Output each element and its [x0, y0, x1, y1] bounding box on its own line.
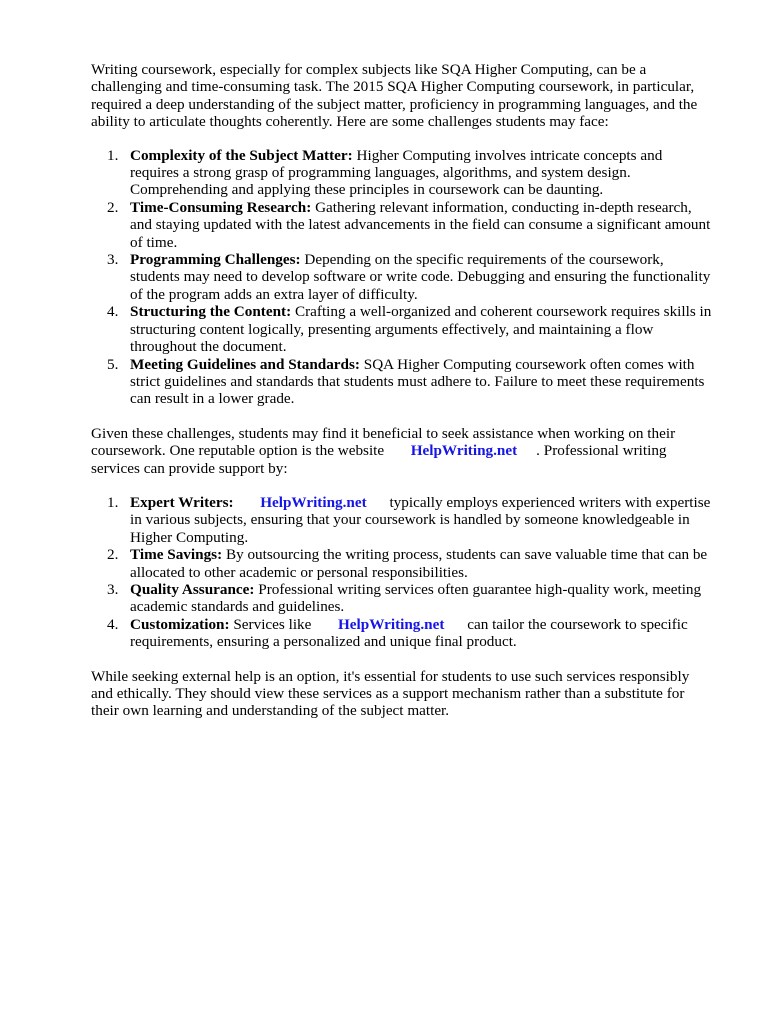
challenge-item [91, 199, 713, 251]
challenge-item [91, 147, 713, 199]
middle-text-after: . Professional writing services can provide support by: [91, 442, 667, 477]
item-text: Depending on the specific requirements of the coursework, students may need to develop software or write code. Debugging and ensuring the functionality of the program adds an extra layer of difficulty. [130, 251, 711, 303]
item-number: 5. [107, 355, 119, 373]
item-title: Complexity of the Subject Matter: [130, 146, 353, 164]
item-text: can tailor the coursework to specific requirements, ensuring a personalized and unique final product. [130, 615, 688, 651]
helpwriting-link[interactable]: HelpWriting.net [410, 442, 518, 460]
item-title: Time Savings: [130, 546, 223, 564]
item-number: 3. [107, 251, 119, 269]
item-title: Meeting Guidelines and Standards: [130, 355, 360, 373]
benefits-list [91, 494, 713, 651]
benefit-item [91, 546, 713, 581]
challenge-item [91, 251, 713, 303]
document-body [91, 61, 713, 720]
helpwriting-link[interactable]: HelpWriting.net [260, 493, 367, 511]
benefit-item [91, 581, 713, 616]
middle-paragraph [91, 425, 713, 477]
item-text: typically employs experienced writers with expertise in various subjects, ensuring that your coursework is handled by someone knowledgeable in Higher Computing. [130, 493, 711, 546]
item-title: Customization: [130, 615, 230, 633]
item-title: Programming Challenges: [130, 251, 301, 269]
challenges-list [91, 147, 713, 408]
closing-paragraph: While seeking external help is an option, it's essential for students to use such services responsibly and ethically. They should view these services as a support mechanism rather than a substitute for their own learning and understanding of the subject matter. [91, 667, 690, 720]
benefit-item [91, 494, 713, 546]
item-text: By outsourcing the writing process, students can save valuable time that can be allocated to other academic or personal responsibilities. [130, 546, 708, 581]
middle-text-before: Given these challenges, students may find it beneficial to seek assistance when working on their coursework. One reputable option is the website [91, 424, 676, 460]
item-text: Gathering relevant information, conducting in-depth research, and staying updated with the latest advancements in the field can consume a significant amount of time. [130, 198, 711, 251]
item-title: Time-Consuming Research: [130, 198, 312, 216]
item-number: 1. [107, 493, 119, 511]
item-title: Expert Writers: [130, 493, 234, 511]
item-number: 4. [107, 615, 119, 633]
item-text: Higher Computing involves intricate concepts and requires a strong grasp of programming languages, algorithms, and system design. Comprehending and applying these principles in coursework can be daunting. [130, 146, 663, 199]
challenge-item [91, 303, 713, 355]
item-text: Professional writing services often guarantee high-quality work, meeting academic standards and guidelines. [130, 580, 702, 616]
item-pre-text: Services like [233, 615, 312, 633]
item-number: 4. [107, 303, 119, 321]
item-number: 2. [107, 546, 119, 564]
challenge-item [91, 356, 713, 408]
benefit-item [91, 616, 713, 651]
helpwriting-link[interactable]: HelpWriting.net [337, 615, 445, 633]
item-number: 3. [107, 580, 119, 598]
item-title: Quality Assurance: [130, 580, 255, 598]
item-number: 1. [107, 146, 119, 164]
item-number: 2. [107, 198, 119, 216]
intro-paragraph: Writing coursework, especially for complex subjects like SQA Higher Computing, can be a challenging and time-consuming task. The 2015 SQA Higher Computing coursework, in particular, required a deep understanding of the subject matter, proficiency in programming languages, and the ability to articulate thoughts coherently. Here are some challenges students may face: [91, 61, 698, 131]
item-title: Structuring the Content: [130, 303, 292, 321]
item-text: SQA Higher Computing coursework often comes with strict guidelines and standards that students must adhere to. Failure to meet these requirements can result in a lower grade. [130, 355, 705, 408]
item-text: Crafting a well-organized and coherent coursework requires skills in structuring content logically, presenting arguments effectively, and maintaining a flow throughout the document. [130, 303, 712, 356]
